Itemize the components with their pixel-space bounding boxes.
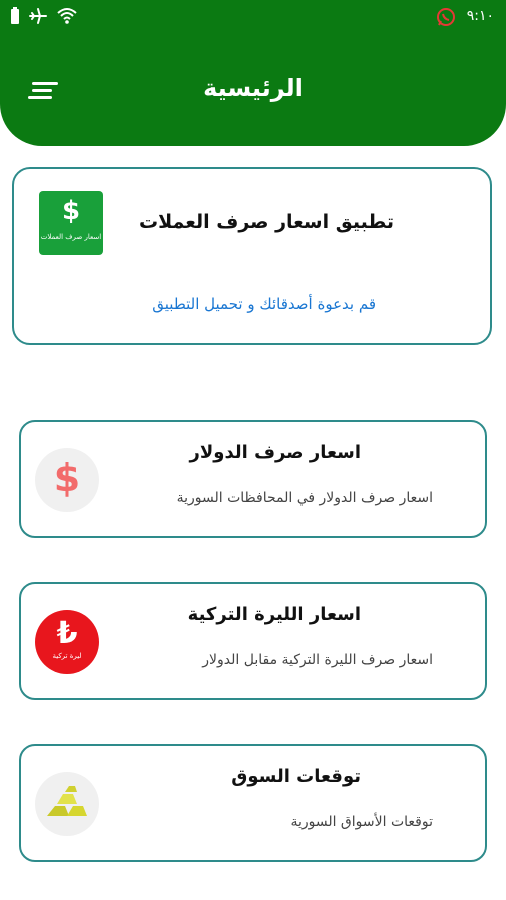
airplane-icon	[28, 7, 48, 25]
gold-bars-icon	[35, 772, 99, 836]
invite-friends-link[interactable]: قم بدعوة أصدقائك و تحميل التطبيق	[152, 295, 376, 313]
card-title: توقعات السوق	[231, 766, 361, 787]
card-subtitle: اسعار صرف الدولار في المحافظات السورية	[176, 490, 433, 506]
whatsapp-icon	[436, 7, 456, 27]
page-title: الرئيسية	[203, 74, 303, 102]
card-subtitle: توقعات الأسواق السورية	[290, 814, 433, 830]
app-logo	[39, 191, 103, 255]
status-bar	[0, 0, 506, 36]
card-title: اسعار الليرة التركية	[187, 604, 361, 625]
dollar-rates-card[interactable]	[19, 420, 487, 538]
app-bar	[0, 36, 506, 146]
market-forecast-card[interactable]	[19, 744, 487, 862]
promo-card[interactable]	[12, 167, 492, 345]
promo-title: تطبيق اسعار صرف العملات	[139, 211, 394, 233]
lira-icon: ₺ ليرة تركية	[35, 610, 99, 674]
logo-dollar-icon: $	[61, 196, 81, 226]
dollar-icon: $	[35, 448, 99, 512]
card-subtitle: اسعار صرف الليرة التركية مقابل الدولار	[202, 652, 433, 668]
lira-rates-card[interactable]	[19, 582, 487, 700]
logo-text: اسعار صرف العملات	[40, 233, 102, 241]
wifi-icon	[56, 7, 78, 25]
status-time: ٩:١٠	[466, 8, 494, 24]
battery-icon	[10, 7, 20, 25]
status-icons	[10, 7, 78, 25]
card-title: اسعار صرف الدولار	[189, 442, 361, 463]
